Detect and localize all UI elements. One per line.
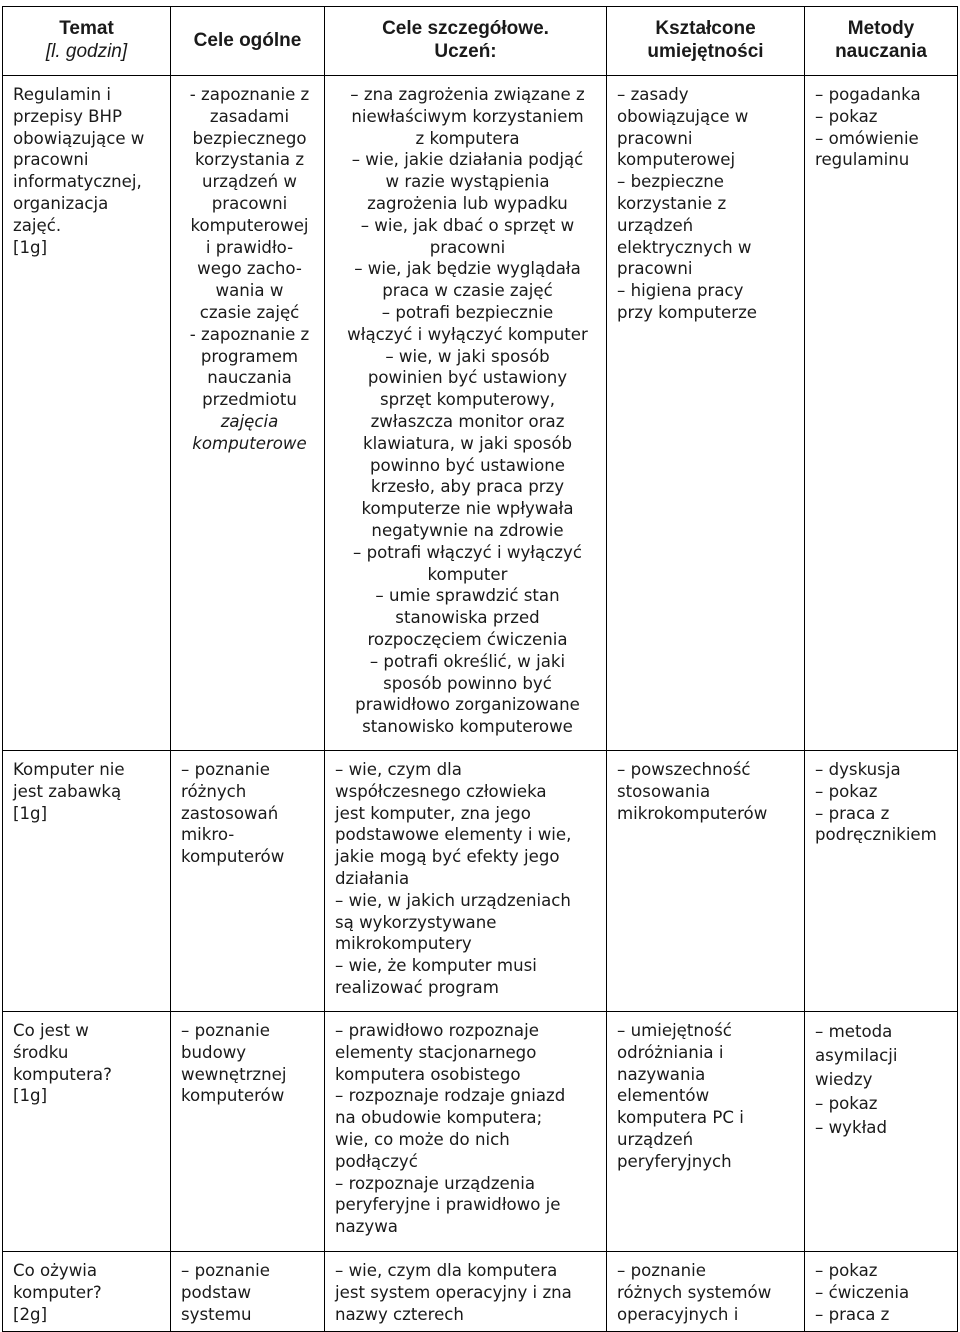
header-cele-szczegolowe [325,7,607,76]
line-cel-szczegolowy: – wie, w jakich urządzeniach [335,890,571,910]
cell-temat [3,76,171,751]
line-umiejetnosc: mikrokomputerów [617,803,768,823]
line-temat: informatycznej, [13,172,142,192]
line-cel-ogolny: komputerowej [190,215,309,235]
line-cel-szczegolowy: zagrożenia lub wypadku [367,193,568,213]
line-umiejetnosc: przy komputerze [617,302,758,322]
line-temat: pracowni [13,150,89,170]
cell-cele-szczegolowe [325,1252,607,1332]
line-cel-szczegolowy: sprzęt komputerowy, [379,390,556,410]
line-cel-szczegolowy: elementy stacjonarnego [335,1042,537,1062]
line-cel-szczegolowy: działania [335,868,410,888]
line-cel-szczegolowy: podłączyć [335,1151,418,1171]
line-metoda: – praca z [815,803,890,823]
header-metody-line1: Metody [847,18,915,39]
line-cel-ogolny: czasie zajęć [199,302,300,322]
line-cel-szczegolowy: praca w czasie zajęć [382,281,553,301]
line-cel-szczegolowy: – wie, że komputer musi [335,956,537,976]
line-cel-ogolny: przedmiotu [202,390,297,410]
line-cel-ogolny: zastosowań [181,803,279,823]
line-metoda: podręcznikiem [815,825,937,845]
line-cel-szczegolowy: są wykorzystywane [335,912,497,932]
line-cel-szczegolowy: peryferyjne i prawidłowo je [335,1195,561,1215]
line-cel-szczegolowy: z komputera [415,128,520,148]
line-cel-szczegolowy: jakie mogą być efekty jego [335,847,560,867]
line-umiejetnosc: korzystanie z [617,193,727,213]
cell-temat [3,1252,171,1332]
line-temat: przepisy BHP [13,106,123,126]
table-row [3,1252,958,1332]
header-temat [3,7,171,76]
line-cel-szczegolowy: – wie, jak będzie wyglądała [354,259,581,279]
line-metoda: regulaminu [815,150,910,170]
line-umiejetnosc: pracowni [617,259,693,279]
line-umiejetnosc: komputerowej [617,150,736,170]
line-cel-ogolny-italic: zajęcia [220,411,279,431]
line-temat: [1g] [13,237,48,257]
line-cel-szczegolowy: rozpoczęciem ćwiczenia [367,629,568,649]
line-cel-ogolny: zasadami [209,106,290,126]
line-metoda: – pokaz [815,781,878,801]
line-metoda: – praca z [815,1304,890,1324]
cell-temat [3,751,171,1012]
line-cel-szczegolowy: – zna zagrożenia związane z [350,85,585,104]
line-umiejetnosc: elementów [617,1086,710,1106]
line-cel-szczegolowy: współczesnego człowieka [335,781,547,801]
line-cel-szczegolowy: klawiatura, w jaki sposób [362,433,573,453]
line-temat: komputer? [13,1282,102,1302]
line-umiejetnosc: – umiejętność [617,1021,732,1040]
line-cel-szczegolowy: jest system operacyjny i zna [335,1282,572,1302]
line-cel-szczegolowy: powinien być ustawiony [367,368,568,388]
line-umiejetnosc: – higiena pracy [617,281,744,301]
line-cel-szczegolowy: – wie, czym dla komputera [335,1261,558,1280]
line-umiejetnosc: urządzeń [617,1129,694,1149]
line-cel-ogolny: budowy [181,1042,247,1062]
header-ksztalcone [607,7,805,76]
cell-cele-ogolne [171,1252,325,1332]
line-cel-szczegolowy: komputerze nie wpływała [361,499,574,519]
table-row [3,76,958,751]
table-row [3,1012,958,1252]
line-metoda: – pokaz [815,106,878,126]
line-umiejetnosc: – bezpieczne [617,172,724,192]
cell-cele-szczegolowe [325,1012,607,1252]
line-cel-szczegolowy: – wie, jak dbać o sprzęt w [360,215,575,235]
line-cel-szczegolowy: komputer [427,564,508,584]
line-cel-szczegolowy: w razie wystąpienia [385,172,550,192]
cell-metody [805,751,958,1012]
line-cel-szczegolowy: nazwy czterech [335,1304,464,1324]
line-cel-szczegolowy: – rozpoznaje rodzaje gniazd [335,1086,566,1106]
line-cel-szczegolowy: prawidłowo zorganizowane [355,695,580,715]
line-umiejetnosc: – poznanie [617,1261,706,1280]
line-cel-szczegolowy: – umie sprawdzić stan [375,586,560,606]
line-umiejetnosc: odróżniania i [617,1042,724,1062]
line-temat: komputera? [13,1064,112,1084]
line-cel-ogolny: – poznanie [181,1021,270,1040]
line-cel-szczegolowy: na obudowie komputera; [335,1108,543,1128]
line-temat: Komputer nie [13,760,125,779]
line-cel-szczegolowy: stanowiska przed [395,608,540,628]
header-temat-title: Temat [59,18,114,39]
line-umiejetnosc: urządzeń [617,215,694,235]
line-cel-ogolny: - zapoznanie z [189,85,310,104]
line-umiejetnosc: obowiązujące w [617,106,749,126]
line-cel-ogolny: i prawidło- [205,237,294,257]
line-cel-szczegolowy: – wie, w jaki sposób [385,346,550,366]
line-cel-szczegolowy: podstawowe elementy i wie, [335,825,572,845]
line-cel-szczegolowy: stanowisko komputerowe [362,717,573,737]
line-cel-szczegolowy: jest komputer, zna jego [335,803,531,823]
cell-umiejetnosci [607,751,805,1012]
line-metoda: – pokaz [815,1261,878,1280]
header-ksztalcone-line1: Kształcone [655,18,756,39]
line-metoda: – omówienie [815,128,919,148]
cell-umiejetnosci [607,76,805,751]
line-cel-ogolny: różnych [181,781,247,801]
line-cel-ogolny: wego zacho- [197,259,302,279]
line-cel-ogolny: programem [200,346,299,366]
line-cel-szczegolowy: mikrokomputery [335,934,472,954]
line-cel-szczegolowy: krzesło, aby praca przy [370,477,565,497]
line-temat: jest zabawką [13,781,122,801]
line-umiejetnosc: elektrycznych w [617,237,752,257]
line-cel-szczegolowy: – wie, jakie działania podjąć [351,150,584,170]
header-temat-hours: [l. godzin] [45,41,128,62]
line-cel-szczegolowy: nazywa [335,1217,398,1237]
header-cele-szczegolowe-subtitle: Uczeń: [434,41,497,62]
line-cel-szczegolowy: sposób powinno być [383,673,552,693]
line-metoda: – dyskusja [815,760,901,779]
line-cel-szczegolowy: – potrafi bezpiecznie [381,302,554,322]
line-cel-ogolny: pracowni [211,193,288,213]
line-umiejetnosc: nazywania [617,1064,706,1084]
line-cel-ogolny: komputerów [181,1086,285,1106]
line-cel-szczegolowy: niewłaściwym korzystaniem [351,106,584,126]
cell-metody [805,1252,958,1332]
line-metoda: – metoda [815,1022,893,1041]
line-umiejetnosc: – powszechność [617,760,751,779]
header-cele-ogolne [171,7,325,76]
line-cel-ogolny: nauczania [207,368,292,388]
line-cel-szczegolowy: – rozpoznaje urządzenia [335,1173,536,1193]
line-temat: [2g] [13,1304,48,1324]
line-cel-ogolny: komputerów [181,847,285,867]
line-umiejetnosc: stosowania [617,781,711,801]
line-umiejetnosc: różnych systemów [617,1282,772,1302]
line-cel-ogolny: – poznanie [181,1261,270,1280]
cell-umiejetnosci [607,1252,805,1332]
line-cel-szczegolowy: – potrafi określić, w jaki [369,651,566,671]
line-metoda: – pogadanka [815,85,921,104]
line-cel-szczegolowy: negatywnie na zdrowie [371,520,564,540]
header-ksztalcone-line2: umiejętności [647,41,764,62]
line-cel-ogolny: systemu [181,1304,252,1324]
line-metoda: asymilacji [815,1046,898,1065]
cell-cele-ogolne [171,1012,325,1252]
cell-metody [805,76,958,751]
cell-metody [805,1012,958,1252]
line-temat: [1g] [13,803,48,823]
line-cel-szczegolowy: pracowni [429,237,506,257]
line-cel-ogolny: bezpiecznego [192,128,307,148]
line-cel-ogolny: korzystania z [194,150,305,170]
line-temat: organizacja [13,193,109,213]
cell-temat [3,1012,171,1252]
line-cel-ogolny: wania w [215,281,284,301]
line-cel-szczegolowy: włączyć i wyłączyć komputer [347,324,588,344]
line-metoda: wiedzy [815,1070,873,1089]
line-cel-ogolny: mikro- [181,825,235,845]
line-cel-ogolny: – poznanie [181,760,270,779]
header-cele-szczegolowe-title: Cele szczegółowe. [382,18,549,39]
table-row [3,751,958,1012]
line-cel-szczegolowy: wie, co może do nich [335,1129,510,1149]
line-cel-ogolny: podstaw [181,1282,252,1302]
line-temat: Co jest w [13,1021,89,1040]
line-temat: środku [13,1042,69,1062]
line-umiejetnosc: operacyjnych i [617,1304,739,1324]
line-temat: Co ożywia [13,1261,98,1280]
line-cel-szczegolowy: – potrafi włączyć i wyłączyć [353,542,582,562]
line-umiejetnosc: peryferyjnych [617,1151,732,1171]
header-row [3,7,958,76]
line-umiejetnosc: komputera PC i [617,1108,744,1128]
line-temat: Regulamin i [13,85,111,104]
line-temat: zajęć. [13,215,62,235]
cell-cele-ogolne [171,76,325,751]
line-cel-szczegolowy: – wie, czym dla [335,760,462,779]
line-cel-szczegolowy: powinno być ustawione [370,455,565,475]
line-cel-szczegolowy: komputera osobistego [335,1064,521,1084]
line-temat: obowiązujące w [13,128,145,148]
line-metoda: – ćwiczenia [815,1282,910,1302]
cell-umiejetnosci [607,1012,805,1252]
line-temat: [1g] [13,1086,48,1106]
line-cel-ogolny: - zapoznanie z [189,324,310,344]
line-cel-szczegolowy: zwłaszcza monitor oraz [370,411,565,431]
curriculum-table [2,6,958,1332]
line-umiejetnosc: – zasady [617,85,689,104]
cell-cele-szczegolowe [325,751,607,1012]
line-cel-ogolny: urządzeń w [201,172,298,192]
header-cele-ogolne-title: Cele ogólne [193,29,302,51]
line-cel-szczegolowy: realizować program [335,977,499,997]
line-cel-szczegolowy: – prawidłowo rozpoznaje [335,1021,539,1040]
line-cel-ogolny: wewnętrznej [181,1064,287,1084]
line-metoda: – wykład [815,1118,887,1137]
cell-cele-szczegolowe [325,76,607,751]
header-metody-line2: nauczania [835,41,927,62]
line-umiejetnosc: pracowni [617,128,693,148]
line-cel-ogolny-italic: komputerowe [192,433,307,453]
line-metoda: – pokaz [815,1094,878,1113]
header-metody [805,7,958,76]
cell-cele-ogolne [171,751,325,1012]
